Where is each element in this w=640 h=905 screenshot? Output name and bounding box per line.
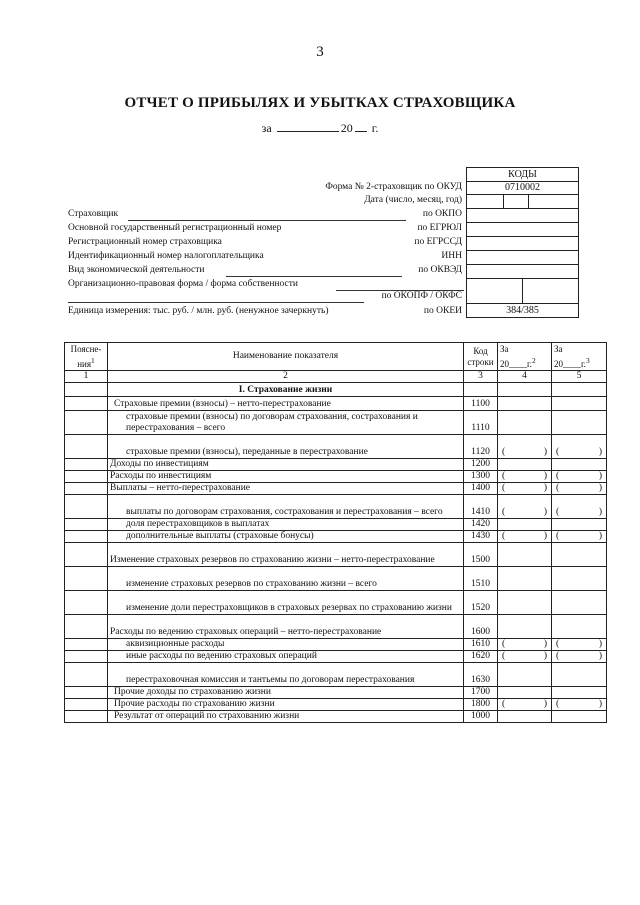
value-current[interactable] <box>498 435 552 459</box>
table-row <box>65 459 607 471</box>
report-table <box>64 342 607 723</box>
negative-value-brackets: ( ) <box>556 447 602 457</box>
col-header-period-current: За 20____г.$^2$ <box>498 343 552 371</box>
value-previous[interactable] <box>552 663 607 687</box>
negative-value-brackets: ( ) <box>556 483 602 493</box>
activity-label: Вид экономической деятельности <box>68 265 205 275</box>
table-row <box>65 711 607 723</box>
insurer-label: Страховщик <box>68 209 119 219</box>
row-code: 1610 <box>464 639 498 651</box>
value-current[interactable] <box>498 567 552 591</box>
value-previous[interactable] <box>552 435 607 459</box>
negative-value-brackets: ( ) <box>502 531 547 541</box>
notes-cell[interactable] <box>65 543 108 567</box>
value-current[interactable] <box>498 711 552 723</box>
page-number: 3 <box>316 44 324 60</box>
code-cell <box>464 383 498 397</box>
value-current[interactable] <box>498 495 552 519</box>
codes-header: КОДЫ <box>466 167 579 182</box>
negative-value-brackets: ( ) <box>556 651 602 661</box>
col-header-period-previous: За 20____г.$^3$ <box>552 343 607 371</box>
ogrn-label: Основной государственный регистрационный номер <box>68 223 282 233</box>
value-previous[interactable] <box>552 531 607 543</box>
notes-cell[interactable] <box>65 471 108 483</box>
value-previous[interactable] <box>552 567 607 591</box>
row-code: 1000 <box>464 711 498 723</box>
period-year-prefix: 20 <box>340 121 353 135</box>
col-header-name: Наименование показателя <box>108 343 464 371</box>
report-title: ОТЧЕТ О ПРИБЫЛЯХ И УБЫТКАХ СТРАХОВЩИКА <box>124 95 516 111</box>
table-row <box>65 639 607 651</box>
value-previous[interactable] <box>552 699 607 711</box>
notes-cell[interactable] <box>65 591 108 615</box>
row-name: иные расходы по ведению страховых операций <box>108 651 464 663</box>
notes-cell[interactable] <box>65 567 108 591</box>
negative-value-brackets: ( ) <box>502 447 547 457</box>
date-label: Дата (число, месяц, год) <box>364 195 462 205</box>
value-previous[interactable] <box>552 397 607 411</box>
table-row <box>65 397 607 411</box>
table-row <box>65 543 607 567</box>
col-number: 1 <box>65 371 108 383</box>
negative-value-brackets: ( ) <box>502 651 547 661</box>
negative-value-brackets: ( ) <box>556 531 602 541</box>
table-row <box>65 411 607 435</box>
notes-cell[interactable] <box>65 495 108 519</box>
value-previous[interactable] <box>552 543 607 567</box>
row-code: 1100 <box>464 397 498 411</box>
col-header-notes: Поясне-ния$^1$ <box>65 343 108 371</box>
inn-code[interactable] <box>466 251 579 265</box>
negative-value-brackets: ( ) <box>502 699 547 709</box>
row-name: изменение доли перестраховщиков в страховых резервах по страхованию жизни <box>108 591 464 615</box>
col-number: 2 <box>108 371 464 383</box>
value-current[interactable] <box>498 483 552 495</box>
value-current[interactable] <box>498 651 552 663</box>
table-row <box>65 651 607 663</box>
row-code: 1420 <box>464 519 498 531</box>
row-code: 1510 <box>464 567 498 591</box>
row-name: страховые премии (взносы), переданные в перестрахование <box>108 435 464 459</box>
form-label: Форма № 2-страховщик по ОКУД <box>325 182 462 192</box>
row-code: 1620 <box>464 651 498 663</box>
row-name: выплаты по договорам страхования, сострахования и перестрахования – всего <box>108 495 464 519</box>
row-name: Прочие расходы по страхованию жизни <box>108 699 464 711</box>
row-name: Страховые премии (взносы) – нетто-перестрахование <box>108 397 464 411</box>
unit-label: Единица измерения: тыс. руб. / млн. руб. (ненужное зачеркнуть) <box>68 306 329 316</box>
value-previous[interactable] <box>552 519 607 531</box>
inn-label: Идентификационный номер налогоплательщика <box>68 251 264 261</box>
value-previous[interactable] <box>552 495 607 519</box>
value-current[interactable] <box>498 531 552 543</box>
value-current[interactable] <box>498 411 552 435</box>
okved-code[interactable] <box>466 265 579 279</box>
value-cell[interactable] <box>498 383 552 397</box>
row-name: Результат от операций по страхованию жизни <box>108 711 464 723</box>
row-code: 1430 <box>464 531 498 543</box>
row-name: аквизиционные расходы <box>108 639 464 651</box>
okpo-code[interactable] <box>466 209 579 223</box>
org-form-label: Организационно-правовая форма / форма собственности <box>68 279 298 289</box>
row-name: Расходы по ведению страховых операций – нетто-перестрахование <box>108 615 464 639</box>
value-current[interactable] <box>498 699 552 711</box>
egrul-label: по ЕГРЮЛ <box>417 223 462 233</box>
value-previous[interactable] <box>552 471 607 483</box>
row-name: страховые премии (взносы) по договорам страхования, сострахования и перестрахования – всего <box>108 411 464 435</box>
date-code[interactable] <box>466 195 579 209</box>
table-row <box>65 615 607 639</box>
egrssd-label: по ЕГРССД <box>414 237 462 247</box>
negative-value-brackets: ( ) <box>556 507 602 517</box>
notes-cell[interactable] <box>65 519 108 531</box>
table-row <box>65 663 607 687</box>
table-row <box>65 483 607 495</box>
negative-value-brackets: ( ) <box>502 483 547 493</box>
row-code: 1300 <box>464 471 498 483</box>
value-previous[interactable] <box>552 687 607 699</box>
okopf-code[interactable] <box>466 279 579 304</box>
value-cell[interactable] <box>552 383 607 397</box>
value-previous[interactable] <box>552 411 607 435</box>
value-current[interactable] <box>498 519 552 531</box>
table-row <box>65 687 607 699</box>
egrssd-code[interactable] <box>466 237 579 251</box>
notes-cell[interactable] <box>65 483 108 495</box>
value-previous[interactable] <box>552 483 607 495</box>
table-row <box>65 519 607 531</box>
row-name: Доходы по инвестициям <box>108 459 464 471</box>
row-name: Расходы по инвестициям <box>108 471 464 483</box>
org-form-input-2[interactable] <box>68 302 364 303</box>
table-row <box>65 471 607 483</box>
row-code: 1200 <box>464 459 498 471</box>
okved-label: по ОКВЭД <box>418 265 462 275</box>
row-name: доля перестраховщиков в выплатах <box>108 519 464 531</box>
row-name: Изменение страховых резервов по страхованию жизни – нетто-перестрахование <box>108 543 464 567</box>
negative-value-brackets: ( ) <box>556 639 602 649</box>
negative-value-brackets: ( ) <box>556 699 602 709</box>
value-current[interactable] <box>498 687 552 699</box>
period-blank[interactable] <box>277 120 339 132</box>
table-row <box>65 531 607 543</box>
row-code: 1400 <box>464 483 498 495</box>
value-current[interactable] <box>498 615 552 639</box>
table-row <box>65 435 607 459</box>
row-code: 1520 <box>464 591 498 615</box>
value-previous[interactable] <box>552 615 607 639</box>
notes-cell[interactable] <box>65 397 108 411</box>
row-code: 1120 <box>464 435 498 459</box>
row-name: Прочие доходы по страхованию жизни <box>108 687 464 699</box>
okopf-label: по ОКОПФ / ОКФС <box>381 291 462 301</box>
row-code: 1500 <box>464 543 498 567</box>
notes-cell[interactable] <box>65 615 108 639</box>
value-previous[interactable] <box>552 711 607 723</box>
table-row <box>65 495 607 519</box>
okud-code: 0710002 <box>466 181 579 195</box>
value-previous[interactable] <box>552 591 607 615</box>
notes-cell[interactable] <box>65 411 108 435</box>
notes-cell[interactable] <box>65 435 108 459</box>
reg-number-label: Регистрационный номер страховщика <box>68 237 222 247</box>
report-period <box>0 120 640 136</box>
notes-cell[interactable] <box>65 531 108 543</box>
okpo-label: по ОКПО <box>422 209 462 219</box>
value-previous[interactable] <box>552 651 607 663</box>
notes-cell[interactable] <box>65 383 108 397</box>
value-current[interactable] <box>498 639 552 651</box>
notes-cell[interactable] <box>65 639 108 651</box>
notes-cell[interactable] <box>65 459 108 471</box>
row-code: 1800 <box>464 699 498 711</box>
col-number: 3 <box>464 371 498 383</box>
section-title: I. Страхование жизни <box>108 383 464 397</box>
notes-cell[interactable] <box>65 699 108 711</box>
value-current[interactable] <box>498 459 552 471</box>
row-code: 1700 <box>464 687 498 699</box>
okei-code: 384/385 <box>466 304 579 318</box>
row-name: перестраховочная комиссия и тантьемы по договорам перестрахования <box>108 663 464 687</box>
row-code: 1600 <box>464 615 498 639</box>
value-current[interactable] <box>498 471 552 483</box>
notes-cell[interactable] <box>65 651 108 663</box>
notes-cell[interactable] <box>65 711 108 723</box>
okei-label: по ОКЕИ <box>423 306 462 316</box>
table-row <box>65 699 607 711</box>
value-current[interactable] <box>498 397 552 411</box>
insurer-input[interactable] <box>128 220 406 221</box>
value-current[interactable] <box>498 591 552 615</box>
inn-code-label: ИНН <box>441 251 462 261</box>
table-row <box>65 567 607 591</box>
col-number: 5 <box>552 371 607 383</box>
negative-value-brackets: ( ) <box>502 471 547 481</box>
table-row <box>65 591 607 615</box>
row-code: 1410 <box>464 495 498 519</box>
row-name: дополнительные выплаты (страховые бонусы) <box>108 531 464 543</box>
negative-value-brackets: ( ) <box>502 507 547 517</box>
value-current[interactable] <box>498 543 552 567</box>
period-prefix: за <box>261 121 272 135</box>
row-name: изменение страховых резервов по страхованию жизни – всего <box>108 567 464 591</box>
col-header-code: Код строки <box>464 343 498 371</box>
negative-value-brackets: ( ) <box>556 471 602 481</box>
egrul-code[interactable] <box>466 223 579 237</box>
notes-cell[interactable] <box>65 663 108 687</box>
row-name: Выплаты – нетто-перестрахование <box>108 483 464 495</box>
value-previous[interactable] <box>552 639 607 651</box>
negative-value-brackets: ( ) <box>502 639 547 649</box>
period-year-blank[interactable] <box>355 120 367 132</box>
notes-cell[interactable] <box>65 687 108 699</box>
col-number: 4 <box>498 371 552 383</box>
activity-input[interactable] <box>226 276 402 277</box>
period-suffix: г. <box>371 121 379 135</box>
row-code: 1110 <box>464 411 498 435</box>
value-current[interactable] <box>498 663 552 687</box>
row-code: 1630 <box>464 663 498 687</box>
value-previous[interactable] <box>552 459 607 471</box>
